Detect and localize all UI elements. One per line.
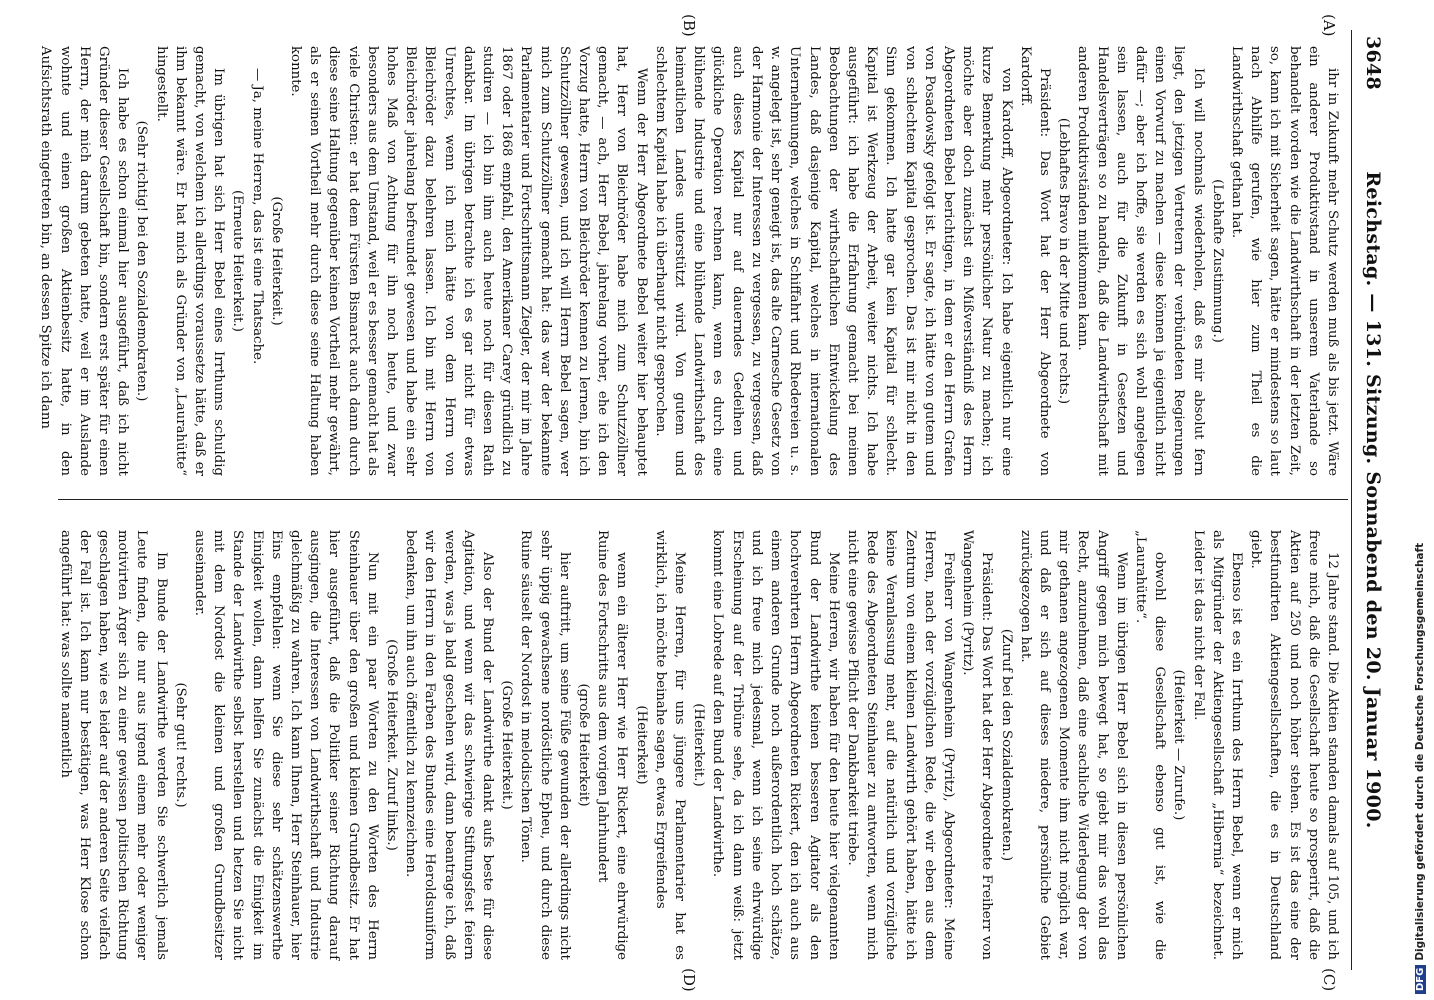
paragraph: Präsident: Das Wort hat der Herr Abgeordnete Freiherr von Wangenheim (Pyritz). (960, 530, 995, 960)
stage-direction: (Erneute Heiterkeit.) (230, 190, 246, 332)
paragraph: obwohl diese Gesellschaft ebenso gut ist, wie die „Laurahütte“. (1132, 530, 1168, 960)
paragraph: Im Bunde der Landwirthe werden Sie schwerlich jemals Leute finden, die nur aus irgend einem mehr oder weniger motivirten Ärger sich zu einer gewissen politischen Richtung geschlagen haben, wie es leider auf der anderen Seite vielfach der Fall ist. Ich kann nur bestätigen, was Herr Klose schon angeführt hat: was sollte namentlich (57, 530, 169, 960)
page-number: 3648 (1362, 36, 1384, 91)
stage-direction: (Große Heiterkeit. Zuruf links.) (384, 639, 400, 851)
stage-direction: (große Heiterkeit) (576, 683, 592, 807)
margin-marker-b: (B) (680, 14, 698, 37)
stage-direction: (Große Heiterkeit.) (268, 196, 284, 326)
paragraph: Wenn im übrigen Herr Bebel sich in diesen persönlichen Angriff gegen mich bewegt hat, so giebt mir das wohl das Recht, anzunehmen, daß eine sachliche Widerlegung der von mir gethanen angezogenen Momente ihm nicht möglich war, und daß er sich auf dieses niedere, persönliche Gebiet zurückgezogen hat. (1017, 530, 1129, 960)
paragraph: Freiherr von Wangenheim (Pyritz), Abgeordneter: Meine Herren, nach der vorzüglichen Rede, die wir eben aus dem Zentrum von einem kleinen Landwirth gehört haben, hätte ich keine Veranlassung mehr, auf die natürlich und vorzügliche Rede des Abgeordneten Steinhauer zu antworten, wenn mich nicht eine gewisse Pflicht der Dankbarkeit triebe. (844, 530, 956, 960)
paragraph: Meine Herren, für uns jüngere Parlamentarier hat es wirklich, ich möchte beinahe sagen, etwas Ergreifendes (652, 530, 688, 960)
paragraph: Im übrigen hat sich Herr Bebel eines Irrthums schuldig gemacht, von welchem ich allerdings voraussetze hätte, daß er ihm bekannt wäre. Er hat mich als Gründer von „Laurahütte“ hingestellt. (153, 46, 227, 476)
paragraph: von Kardorff, Abgeordneter: Ich habe eigentlich nur eine kurze Bemerkung mehr persönlicher Natur zu machen; ich möchte aber doch zunächst ein Mißverständniß des Herrn Abgeordneten Bebel berichtigen, in dem er den Herrn Grafen von Posadowsky gefolgt ist. Er sagte, ich hätte von gutem und von schlechtem Kapital gesprochen. Das ist mir nicht in den Sinn gekommen. Ich hatte gar kein Kapital für schlecht. Kapital ist Werkzeug der Arbeit, weiter nichts. Ich habe ausgeführt: ich habe die Erfahrung gemacht bei meinen Beobachtungen der wirthschaftlichen Entwickelung des Landes, daß dasjenige Kapital, welches in internationalen Unternehmungen, welches in Schiffahrt und Rhedereien u. s. w. angelegt ist, sehr geneigt ist, das alte Carnesche Gesetz von der Harmonie der Interessen zu vergessen, zu vergessen, daß auch dieses Kapital nur auf dauerndes Gedeihen und glückliche Operation rechnen kann, wenn es durch eine blühende Industrie und eine blühende Landwirthschaft des heimatlichen Landes unterstützt wird. Von gutem und schlechtem Kapital habe ich überhaupt nicht gesprochen. (652, 46, 1014, 476)
stage-direction: (Lebhaftes Bravo in der Mitte und rechts.) (1056, 117, 1072, 405)
left-column (36, 46, 1342, 476)
paragraph: wenn ein älterer Herr wie Herr Rickert, eine ehrwürdige Ruine des Fortschritts aus dem vorigen Jahrhundert (595, 530, 630, 960)
dfg-logo: DFG (1415, 965, 1426, 994)
paragraph: Präsident: Das Wort hat der Herr Abgeordnete von Kardorff. (1017, 46, 1052, 476)
header-rule (1351, 30, 1352, 970)
right-column (55, 530, 1342, 960)
page-header (1356, 36, 1384, 964)
paragraph: Ebenso ist es ein Irrthum des Herrn Bebel, wenn er mich als Mitgründer der Aktiengesellschaft „Hibernia“ bezeichnet. Leider ist das nicht der Fall. (1190, 530, 1244, 960)
margin-marker-d: (D) (680, 968, 698, 992)
paragraph: ihr in Zukunft mehr Schutz werden muß als bis jetzt. Wäre ein anderer Produktivstand in unserem Vaterlande so behandelt worden wie die Landwirthschaft in der letzten Zeit, so, kann ich mit Sicherheit sagen, hätte er mindestens so laut nach Abhilfe gerufen, wie hier zum Theil es die Landwirthschaft gethan hat. (1228, 46, 1340, 476)
stage-direction: (Lebhafte Zustimmung.) (1209, 179, 1225, 343)
dfg-footer (1414, 0, 1432, 994)
stage-direction: (Heiterkeit — Zurufe.) (1171, 669, 1187, 821)
stage-direction: (Sehr richtig! bei den Sozialdemokraten.) (134, 120, 150, 402)
page-title: Reichstag. — 131. Sitzung. Sonnabend den 20. Januar 1900. (1362, 171, 1384, 829)
margin-marker-c: (C) (1320, 968, 1338, 992)
paragraph: Ich will nochmals wiederholen, daß es mir absolut fern liegt, den jetzigen Vertretern der verbündeten Regierungen einen Vorwurf zu machen — diese können ja eigentlich nicht dafür —; aber ich hoffe, sie werden es sich wohl angelegen sein lassen, auch für die Zukunft in Gesetzen und Handelsverträgen so zu handeln, daß die Landwirthschaft mit anderen Produktivständen mitkommen kann. (1075, 46, 1206, 476)
paragraph: Also der Bund der Landwirthe dankt aufs beste für diese Agitation, und wenn wir das schwierige Stiftungsfest feiern werden, was ja bald geschehen wird, dann beantrage ich, daß wir den Herrn in den Farben des Bundes eine Heroldsuniform bedenken, um ihn auch öffentlich zu kennzeichnen. (403, 530, 496, 960)
paragraph: — Ja, meine Herren, das ist eine Thatsache. (249, 68, 265, 365)
column-divider (58, 499, 1348, 500)
stage-direction: (Heiterkeit) (633, 705, 649, 785)
paragraph: Meine Herren, wir haben für den heute hier vielgenannten Bund der Landwirthe keinen besseren Agitator als den hochverehrten Herrn Abgeordneten Rickert, den ich auch aus einem anderen Grunde noch außerordentlich hoch schätze, und ich freue mich jedesmal, wenn ich seine ehrwürdige Erscheinung auf der Tribüne sehe, da ich dann weiß: jetzt kommt eine Lobrede auf den Bund der Landwirthe. (710, 530, 841, 960)
paragraph: hier auftritt, um seine Füße gewunden der allerdings nicht sehr üppig gewachsene nordöstliche Epheu, und durch diese Ruine säuselt der Nordost in melodischen Tönen. (518, 530, 572, 960)
stage-direction: (Heiterkeit.) (691, 703, 707, 787)
stage-direction: (Große Heiterkeit.) (499, 680, 515, 810)
paragraph: Ich habe es schon einmal hier ausgeführt, daß ich nicht Gründer dieser Gesellschaft bin, sondern erst später für einen Herrn, der mich darum gebeten hatte, weil er im Auslande wohnte und einen großen Aktienbesitz hatte, in den Aufsichtsrath eingetreten bin, an dessen Spitze ich dann (38, 46, 131, 476)
stage-direction: (Sehr gut! rechts.) (172, 682, 188, 808)
margin-marker-a: (A) (1320, 14, 1338, 37)
paragraph: Wenn der Herr Abgeordnete Bebel weiter hier behauptet hat, Herr von Bleichröder habe mich zum Schutzzöllner gemacht, — ach, Herr Bebel, jahrelang vorher, ehe ich den Vorzug hatte, Herrn von Bleichröder kennen zu lernen, bin ich Schutzzöllner gewesen, und ich will Herrn Bebel sagen, wer mich zum Schutzzöllner gemacht hat: das war der bekannte Parlamentarier und Fortschrittsmann Ziegler, der mir im Jahre 1867 oder 1868 empfahl, den Amerikaner Carey gründlich zu studiren — ich bin ihm auch heute noch für diesen Rath dankbar. Im übrigen betrachte ich es gar nicht für etwas Unrechtes, wenn ich mich hätte von dem Herrn von Bleichröder dazu belehren lassen. Ich bin mit Herrn von Bleichröder jahrelang befreundet gewesen und habe ein sehr hohes Maß von Achtung für ihn noch heute, und zwar besonders aus dem Umstand, weil er es besser gemacht hat als viele Christen: er hat dem Fürsten Bismarck auch dann durch diese seine Haltung gegenüber keinen Vortheil mehr gewährt, als er seinen Vortheil mehr durch diese seine Haltung haben konnte. (288, 46, 649, 476)
scanned-sheet (18, 0, 1398, 1000)
paragraph: 12 Jahre stand. Die Aktien standen damals auf 105, und ich freue mich, daß die Gesellschaft heute so prosperirt, daß die Aktien auf 250 und noch höher stehen. Es ist das eine der bestfundirten Aktiengesellschaften, die es in Deutschland giebt. (1248, 530, 1340, 960)
stage-direction: (Zuruf bei den Sozialdemokraten.) (998, 628, 1014, 862)
paragraph: Nun mit ein paar Worten zu den Worten des Herrn Steinhauer über den großen und kleinen Grundbesitz. Er hat hier ausgeführt, daß die Politiker seiner Richtung darauf ausgingen, die Interessen von Landwirthschaft und Industrie gleichmäßig zu wahren. Ich kann Ihnen, Herr Steinhauer, hier Eins empfehlen: wenn Sie diese sehr schätzenswerthe Einigkeit wollen, dann helfen Sie zunächst die Einigkeit im Stande der Landwirthe selbst herstellen und hetzen Sie nicht mit dem Nordost die kleinen und großen Grundbesitzer auseinander. (192, 530, 380, 960)
dfg-footer-text: Digitalisierung gefördert durch die Deutsche Forschungsgemeinschaft (1414, 542, 1426, 961)
